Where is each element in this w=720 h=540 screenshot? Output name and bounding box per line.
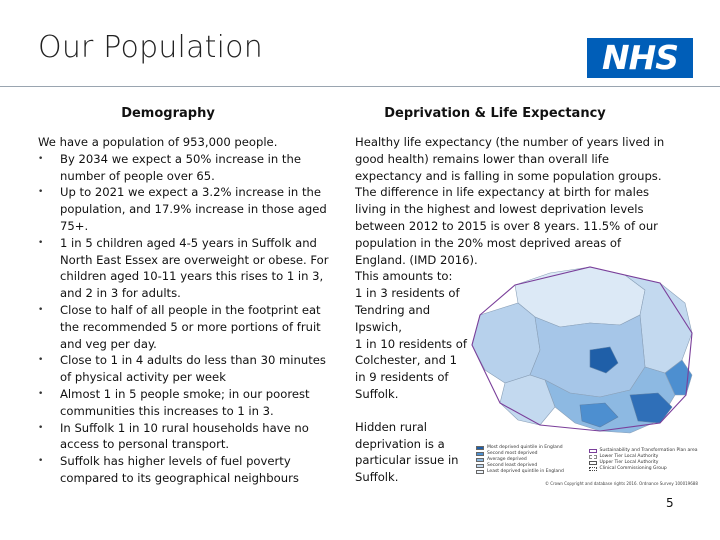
deprivation-text	[355, 134, 675, 486]
legend-label: Second least deprived	[487, 463, 538, 468]
legend-swatch	[476, 464, 484, 468]
legend-deprivation	[476, 445, 589, 475]
legend-boundaries	[589, 448, 702, 472]
amounts-line: This amounts to:	[355, 269, 453, 284]
amounts-line: Ipswich,	[355, 319, 402, 334]
demography-text	[38, 134, 330, 487]
legend-label: Clinical Commissioning Group	[599, 466, 667, 471]
deprivation-paragraph: Healthy life expectancy (the number of years lived in good health) remains lower than overall life expectancy and is falling in some population groups. The difference in life expectancy at birth for males living in the highest and lowest deprivation levels between 2012 to 2015 is over 8 years. 11.5% of our population in the 20% most deprived areas of England. (IMD 2016).	[355, 135, 665, 267]
legend-swatch	[589, 467, 597, 471]
amounts-block	[355, 268, 675, 402]
amounts-line: Colchester, and 1	[355, 353, 457, 368]
hidden-rural-note: Hidden rural deprivation is a particular issue in Suffolk.	[355, 419, 459, 485]
bullet-item: • Close to 1 in 4 adults do less than 30 minutes of physical activity per week	[38, 352, 330, 386]
legend-label: Second most deprived	[487, 451, 538, 456]
legend-item	[476, 469, 589, 475]
page-number: 5	[666, 496, 674, 510]
legend-swatch	[476, 470, 484, 474]
legend-label: Sustainability and Transformation Plan area	[599, 448, 698, 453]
demography-heading: Demography	[121, 106, 215, 121]
map-legend	[476, 445, 701, 475]
amounts-line: 1 in 3 residents of	[355, 286, 460, 301]
nhs-logo: NHS	[587, 38, 693, 78]
legend-swatch	[589, 461, 597, 465]
legend-swatch	[476, 458, 484, 462]
title-divider	[0, 86, 720, 87]
demography-bullet-list	[38, 151, 330, 487]
legend-label: Upper Tier Local Authority	[599, 460, 659, 465]
bullet-item: • Suffolk has higher levels of fuel poverty compared to its geographical neighbours	[38, 453, 330, 487]
legend-swatch	[476, 446, 484, 450]
legend-item	[589, 466, 702, 472]
legend-label: Most deprived quintile in England	[487, 445, 563, 450]
map-copyright: © Crown Copyright and database rights 2016. Ordnance Survey 100019688	[545, 481, 698, 486]
amounts-line: in 9 residents of	[355, 370, 449, 385]
slide-title: Our Population	[38, 30, 263, 65]
deprivation-heading: Deprivation & Life Expectancy	[384, 106, 606, 121]
amounts-line: Suffolk.	[355, 386, 399, 401]
bullet-item: • 1 in 5 children aged 4-5 years in Suffolk and North East Essex are overweight or obese. For children aged 10-11 years this rises to 1 in 3, and 2 in 3 for adults.	[38, 235, 330, 302]
legend-label: Least deprived quintile in England	[487, 469, 564, 474]
bullet-item: • Almost 1 in 5 people smoke; in our poorest communities this increases to 1 in 3.	[38, 386, 330, 420]
amounts-line: 1 in 10 residents of	[355, 336, 467, 351]
bullet-item: • Close to half of all people in the footprint eat the recommended 5 or more portions of fruit and veg per day.	[38, 302, 330, 352]
legend-label: Average deprived	[487, 457, 527, 462]
legend-swatch	[589, 455, 597, 459]
amounts-line: Tendring and	[355, 302, 431, 317]
bullet-item: • In Suffolk 1 in 10 rural households have no access to personal transport.	[38, 420, 330, 454]
bullet-item: • By 2034 we expect a 50% increase in the number of people over 65.	[38, 151, 330, 185]
legend-swatch	[476, 452, 484, 456]
bullet-item: • Up to 2021 we expect a 3.2% increase in the population, and 17.9% increase in those aged 75+.	[38, 184, 330, 234]
demography-intro: We have a population of 953,000 people.	[38, 135, 278, 149]
legend-label: Lower Tier Local Authority	[599, 454, 659, 459]
legend-swatch	[589, 449, 597, 453]
